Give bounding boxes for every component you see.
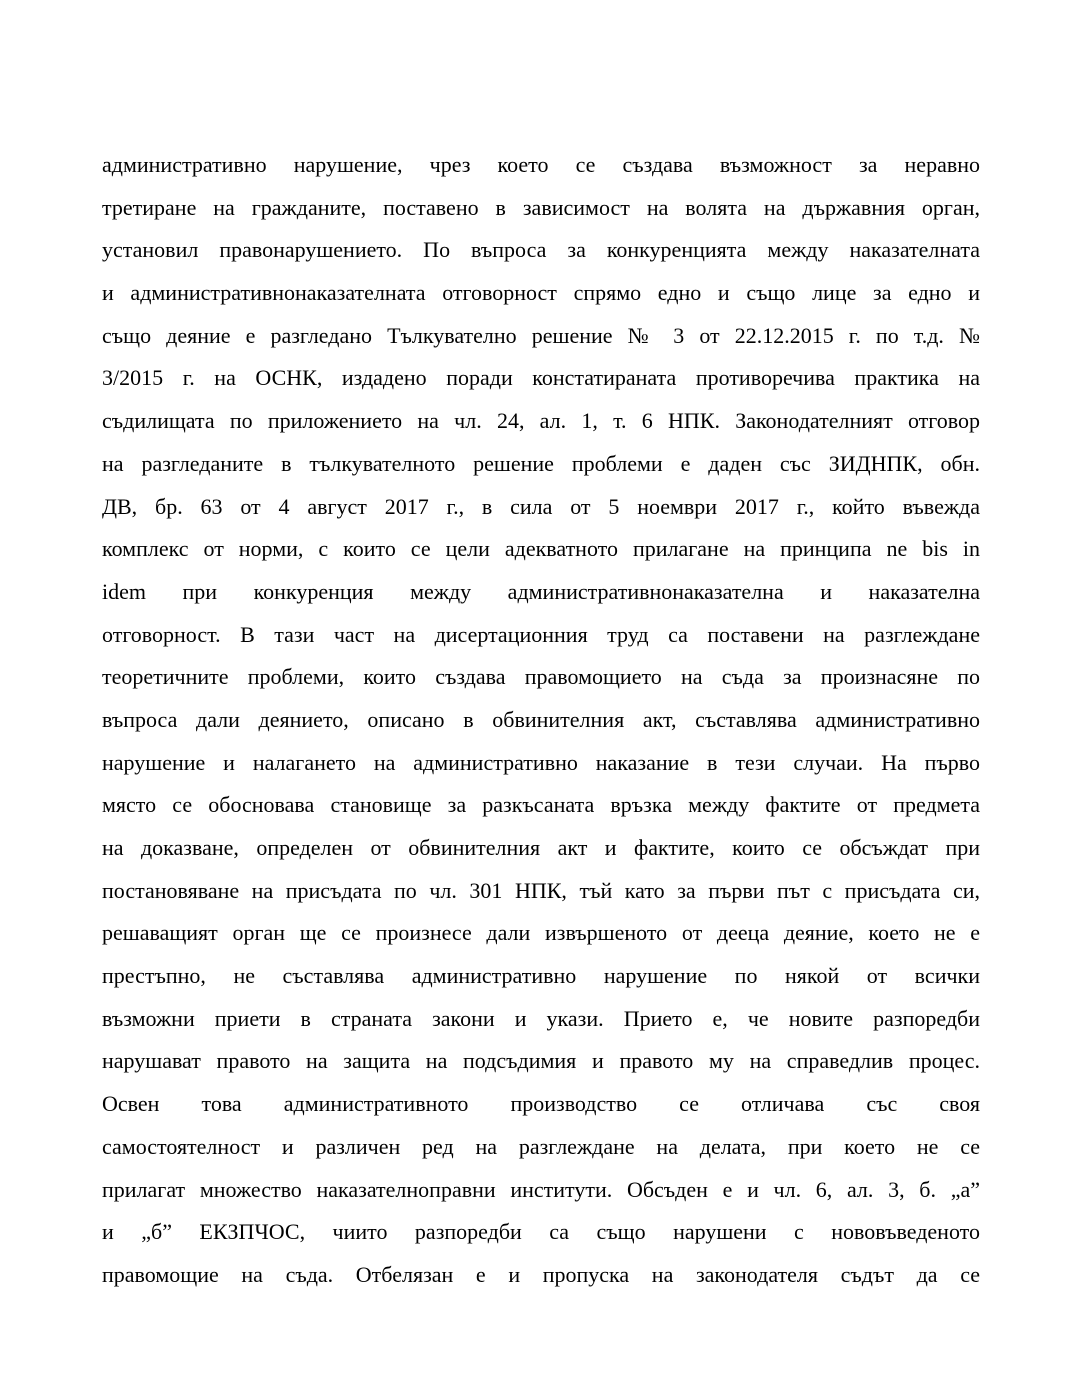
text-line: административно нарушение, чрез което се създава възможност за неравно bbox=[102, 152, 980, 177]
text-line: съдилищата по приложението на чл. 24, ал. 1, т. 6 НПК. Законодателният отговор bbox=[102, 408, 980, 434]
text-line: отговорност. В тази част на дисертационния труд са поставени на разглеждане bbox=[102, 621, 980, 647]
text-line: нарушават правото на защита на подсъдимия и правото му на справедлив процес. bbox=[102, 1048, 980, 1074]
text-line: и „б” ЕКЗПЧОС, чиито разпоредби са също нарушени с нововъведеното bbox=[102, 1219, 980, 1245]
text-line: Освен това административното производство се отличава със своя bbox=[102, 1091, 980, 1117]
text-line: на разгледаните в тълкувателното решение проблеми е даден със ЗИДНПК, обн. bbox=[102, 450, 980, 476]
text-line: третиране на гражданите, поставено в зависимост на волята на държавния орган, bbox=[102, 194, 980, 220]
text-line: решаващият орган ще се произнесе дали извършеното от дееца деяние, което не е bbox=[102, 920, 980, 946]
text-line: самостоятелност и различен ред на разглеждане на делата, при което не се bbox=[102, 1133, 980, 1159]
body-text bbox=[102, 144, 980, 1297]
text-line: престъпно, не съставлява административно нарушение по някой от всички bbox=[102, 963, 980, 989]
text-line: място се обосновава становище за разкъсаната връзка между фактите от предмета bbox=[102, 792, 980, 818]
text-line: прилагат множество наказателноправни институти. Обсъден е и чл. 6, ал. 3, б. „а” bbox=[102, 1176, 980, 1202]
text-line: нарушение и налагането на административно наказание в тези случаи. На първо bbox=[102, 749, 980, 775]
text-line: на доказване, определен от обвинителния акт и фактите, които се обсъждат при bbox=[102, 835, 980, 860]
text-line: установил правонарушението. По въпроса за конкуренцията между наказателната bbox=[102, 237, 980, 263]
text-line: комплекс от норми, с които се цели адекватното прилагане на принципа ne bis in bbox=[102, 536, 980, 562]
text-line: ДВ, бр. 63 от 4 август 2017 г., в сила от 5 ноември 2017 г., който въвежда bbox=[102, 493, 980, 519]
text-line: и административнонаказателната отговорност спрямо едно и също лице за едно и bbox=[102, 280, 980, 306]
text-line: също деяние е разгледано Тълкувателно решение № 3 от 22.12.2015 г. по т.д. № bbox=[102, 322, 980, 348]
text-line: idem при конкуренция между административнонаказателна и наказателна bbox=[102, 578, 980, 604]
text-line: възможни приети в страната закони и укази. Прието е, че новите разпоредби bbox=[102, 1005, 980, 1031]
text-line: 3/2015 г. на ОСНК, издадено поради констатираната противоречива практика на bbox=[102, 365, 980, 391]
text-line: въпроса дали деянието, описано в обвинителния акт, съставлява административно bbox=[102, 706, 980, 732]
text-line: теоретичните проблеми, които създава правомощието на съда за произнасяне по bbox=[102, 664, 980, 690]
text-line: правомощие на съда. Отбелязан е и пропуска на законодателя съдът да се bbox=[102, 1261, 980, 1287]
text-line: постановяване на присъдата по чл. 301 НПК, тъй като за първи път с присъдата си, bbox=[102, 877, 980, 903]
